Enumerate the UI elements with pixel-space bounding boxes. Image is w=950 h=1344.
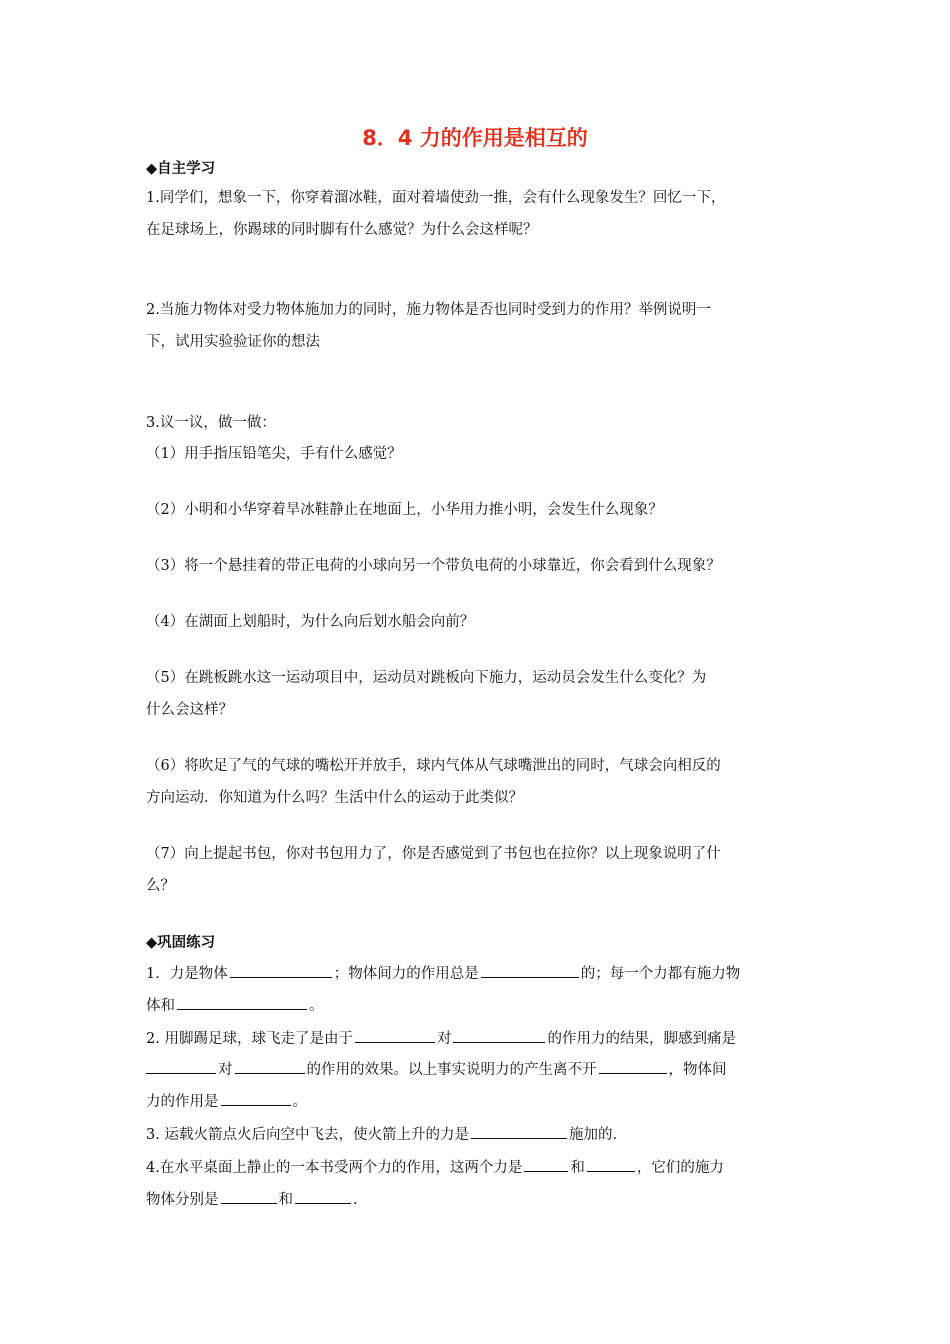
question-1-line-2: 在足球场上，你踢球的同时脚有什么感觉？为什么会这样呢？ xyxy=(146,222,538,238)
question-3-item-4: （4）在湖面上划船时，为什么向后划水船会向前？ xyxy=(146,614,475,630)
answer-blank[interactable] xyxy=(481,962,579,978)
answer-blank[interactable] xyxy=(177,994,307,1010)
question-3-item-6-line-2: 方向运动．你知道为什么吗？生活中什么的运动于此类似？ xyxy=(146,790,523,806)
question-3-item-3: （3）将一个悬挂着的带正电荷的小球向另一个带负电荷的小球靠近，你会看到什么现象？ xyxy=(146,558,721,574)
exercise-2-text-g: 力的作用是 xyxy=(146,1094,219,1110)
answer-blank[interactable] xyxy=(235,1058,305,1074)
exercise-1-text-a: 1．力是物体 xyxy=(146,966,228,982)
question-3-item-5-line-2: 什么会这样？ xyxy=(146,702,233,718)
question-3-heading: 3.议一议，做一做： xyxy=(146,415,276,431)
page-title: 8．4 力的作用是相互的 xyxy=(362,126,588,150)
answer-blank[interactable] xyxy=(295,1188,351,1204)
question-3-item-5-line-1: （5）在跳板跳水这一运动项目中，运动员对跳板向下施力，运动员会发生什么变化？为 xyxy=(146,670,707,686)
exercise-4-line-1 xyxy=(146,1156,814,1178)
answer-blank[interactable] xyxy=(599,1058,667,1074)
exercise-4-text-f: . xyxy=(353,1192,358,1208)
exercise-2-text-c: 的作用力的结果，脚感到痛是 xyxy=(547,1031,736,1047)
exercise-1-text-e: 。 xyxy=(309,998,324,1014)
exercise-2-text-b: 对 xyxy=(436,1031,452,1047)
exercise-4-text-a: 4.在水平桌面上静止的一本书受两个力的作用，这两个力是 xyxy=(146,1160,523,1176)
question-2-line-2: 下，试用实验验证你的想法 xyxy=(146,334,320,350)
exercise-4-text-e: 和 xyxy=(278,1192,293,1208)
answer-blank[interactable] xyxy=(524,1156,568,1172)
exercise-3-line-1 xyxy=(146,1123,814,1145)
exercise-4-text-d: 物体分别是 xyxy=(146,1192,219,1208)
exercise-2-line-2 xyxy=(146,1058,814,1080)
exercise-3-text-a: 3. 运载火箭点火后向空中飞去，使火箭上升的力是 xyxy=(146,1127,469,1143)
answer-blank[interactable] xyxy=(221,1188,277,1204)
exercise-4-text-b: 和 xyxy=(570,1160,585,1176)
exercise-2-text-d: 对 xyxy=(218,1062,233,1078)
exercise-2-text-h: 。 xyxy=(292,1094,307,1110)
question-3-item-7-line-1: （7）向上提起书包，你对书包用力了，你是否感觉到了书包也在拉你？以上现象说明了什 xyxy=(146,846,721,862)
exercise-2-text-a: 2. 用脚踢足球，球飞走了是由于 xyxy=(146,1031,353,1047)
answer-blank[interactable] xyxy=(471,1123,567,1139)
answer-blank[interactable] xyxy=(453,1027,545,1043)
question-3-item-6-line-1: （6）将吹足了气的气球的嘴松开并放手，球内气体从气球嘴泄出的同时，气球会向相反的 xyxy=(146,758,721,774)
exercise-1-line-1 xyxy=(146,962,814,984)
exercise-4-line-2 xyxy=(146,1188,814,1210)
exercise-2-line-1 xyxy=(146,1027,814,1049)
exercise-2-line-3 xyxy=(146,1090,814,1112)
answer-blank[interactable] xyxy=(146,1058,216,1074)
answer-blank[interactable] xyxy=(587,1156,635,1172)
question-3-item-1: （1）用手指压铅笔尖，手有什么感觉？ xyxy=(146,446,402,462)
section-heading-self-study: ◆自主学习 xyxy=(146,161,216,177)
exercise-2-text-e: 的作用的效果。以上事实说明力的产生离不开 xyxy=(306,1062,597,1078)
exercise-4-text-c: ，它们的施力 xyxy=(636,1160,724,1176)
exercise-2-text-f: ，物体间 xyxy=(668,1062,727,1078)
question-1-line-1: 1.同学们，想象一下，你穿着溜冰鞋，面对着墙使劲一推，会有什么现象发生？回忆一下， xyxy=(146,190,726,206)
exercise-1-line-2 xyxy=(146,994,814,1016)
exercise-1-text-b: ；物体间力的作用总是 xyxy=(333,966,479,982)
section-heading-practice: ◆巩固练习 xyxy=(146,935,216,951)
answer-blank[interactable] xyxy=(355,1027,435,1043)
exercise-1-text-c: 的；每一个力都有施力物 xyxy=(580,966,741,982)
answer-blank[interactable] xyxy=(230,962,332,978)
answer-blank[interactable] xyxy=(221,1090,291,1106)
exercise-1-text-d: 体和 xyxy=(146,998,175,1014)
question-2-line-1: 2.当施力物体对受力物体施加力的同时，施力物体是否也同时受到力的作用？举例说明一 xyxy=(146,302,711,318)
question-3-item-7-line-2: 么？ xyxy=(146,878,175,894)
question-3-item-2: （2）小明和小华穿着旱冰鞋静止在地面上，小华用力推小明，会发生什么现象？ xyxy=(146,502,663,518)
exercise-3-text-b: 施加的. xyxy=(568,1127,618,1143)
